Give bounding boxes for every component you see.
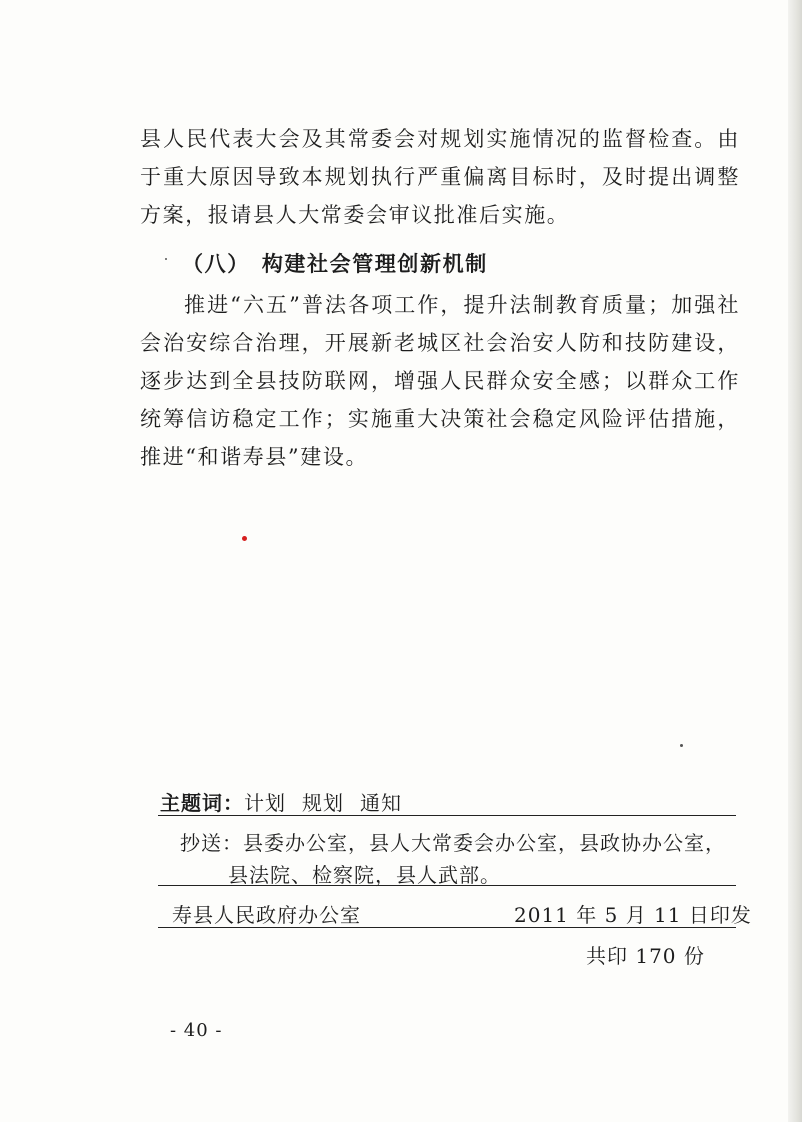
subject-keyword: 规划 bbox=[302, 791, 344, 815]
issue-date: 2011 年 5 月 11 日印发 bbox=[514, 903, 752, 927]
issuing-office: 寿县人民政府办公室 bbox=[172, 903, 361, 927]
paragraph-supervision: 县人民代表大会及其常委会对规划实施情况的监督检查。由于重大原因导致本规划执行严重偏离目标时，及时提出调整方案，报请县人大常委会审议批准后实施。 bbox=[140, 127, 740, 227]
section-heading-number: （八） bbox=[182, 251, 250, 276]
section-heading bbox=[182, 248, 488, 278]
footer-rule bbox=[158, 815, 736, 816]
copies-count: 共印 170 份 bbox=[586, 944, 705, 968]
cc-line-1: 抄送：县委办公室，县人大常委会办公室，县政协办公室， bbox=[180, 831, 726, 855]
section-heading-title: 构建社会管理创新机制 bbox=[261, 251, 488, 276]
subject-keywords-line bbox=[160, 787, 402, 816]
cc-line-2: 县法院、检察院，县人武部。 bbox=[228, 863, 501, 887]
page-edge-shadow bbox=[788, 0, 802, 1122]
footer-rule bbox=[158, 885, 736, 886]
subject-label: 主题词： bbox=[160, 791, 244, 815]
scan-speck bbox=[165, 258, 167, 260]
page-number: - 40 - bbox=[170, 1020, 223, 1041]
paragraph-social-management: 推进“六五”普法各项工作，提升法制教育质量；加强社会治安综合治理，开展新老城区社会治安人防和技防建设，逐步达到全县技防联网，增强人民群众安全感；以群众工作统筹信访稳定工作；实施重大决策社会稳定风险评估措施，推进“和谐寿县”建设。 bbox=[140, 293, 740, 469]
footer-rule bbox=[158, 927, 736, 928]
scan-speck bbox=[680, 744, 683, 747]
subject-keyword: 通知 bbox=[360, 791, 402, 815]
subject-keyword: 计划 bbox=[244, 791, 286, 815]
red-ink-dot bbox=[242, 536, 247, 541]
